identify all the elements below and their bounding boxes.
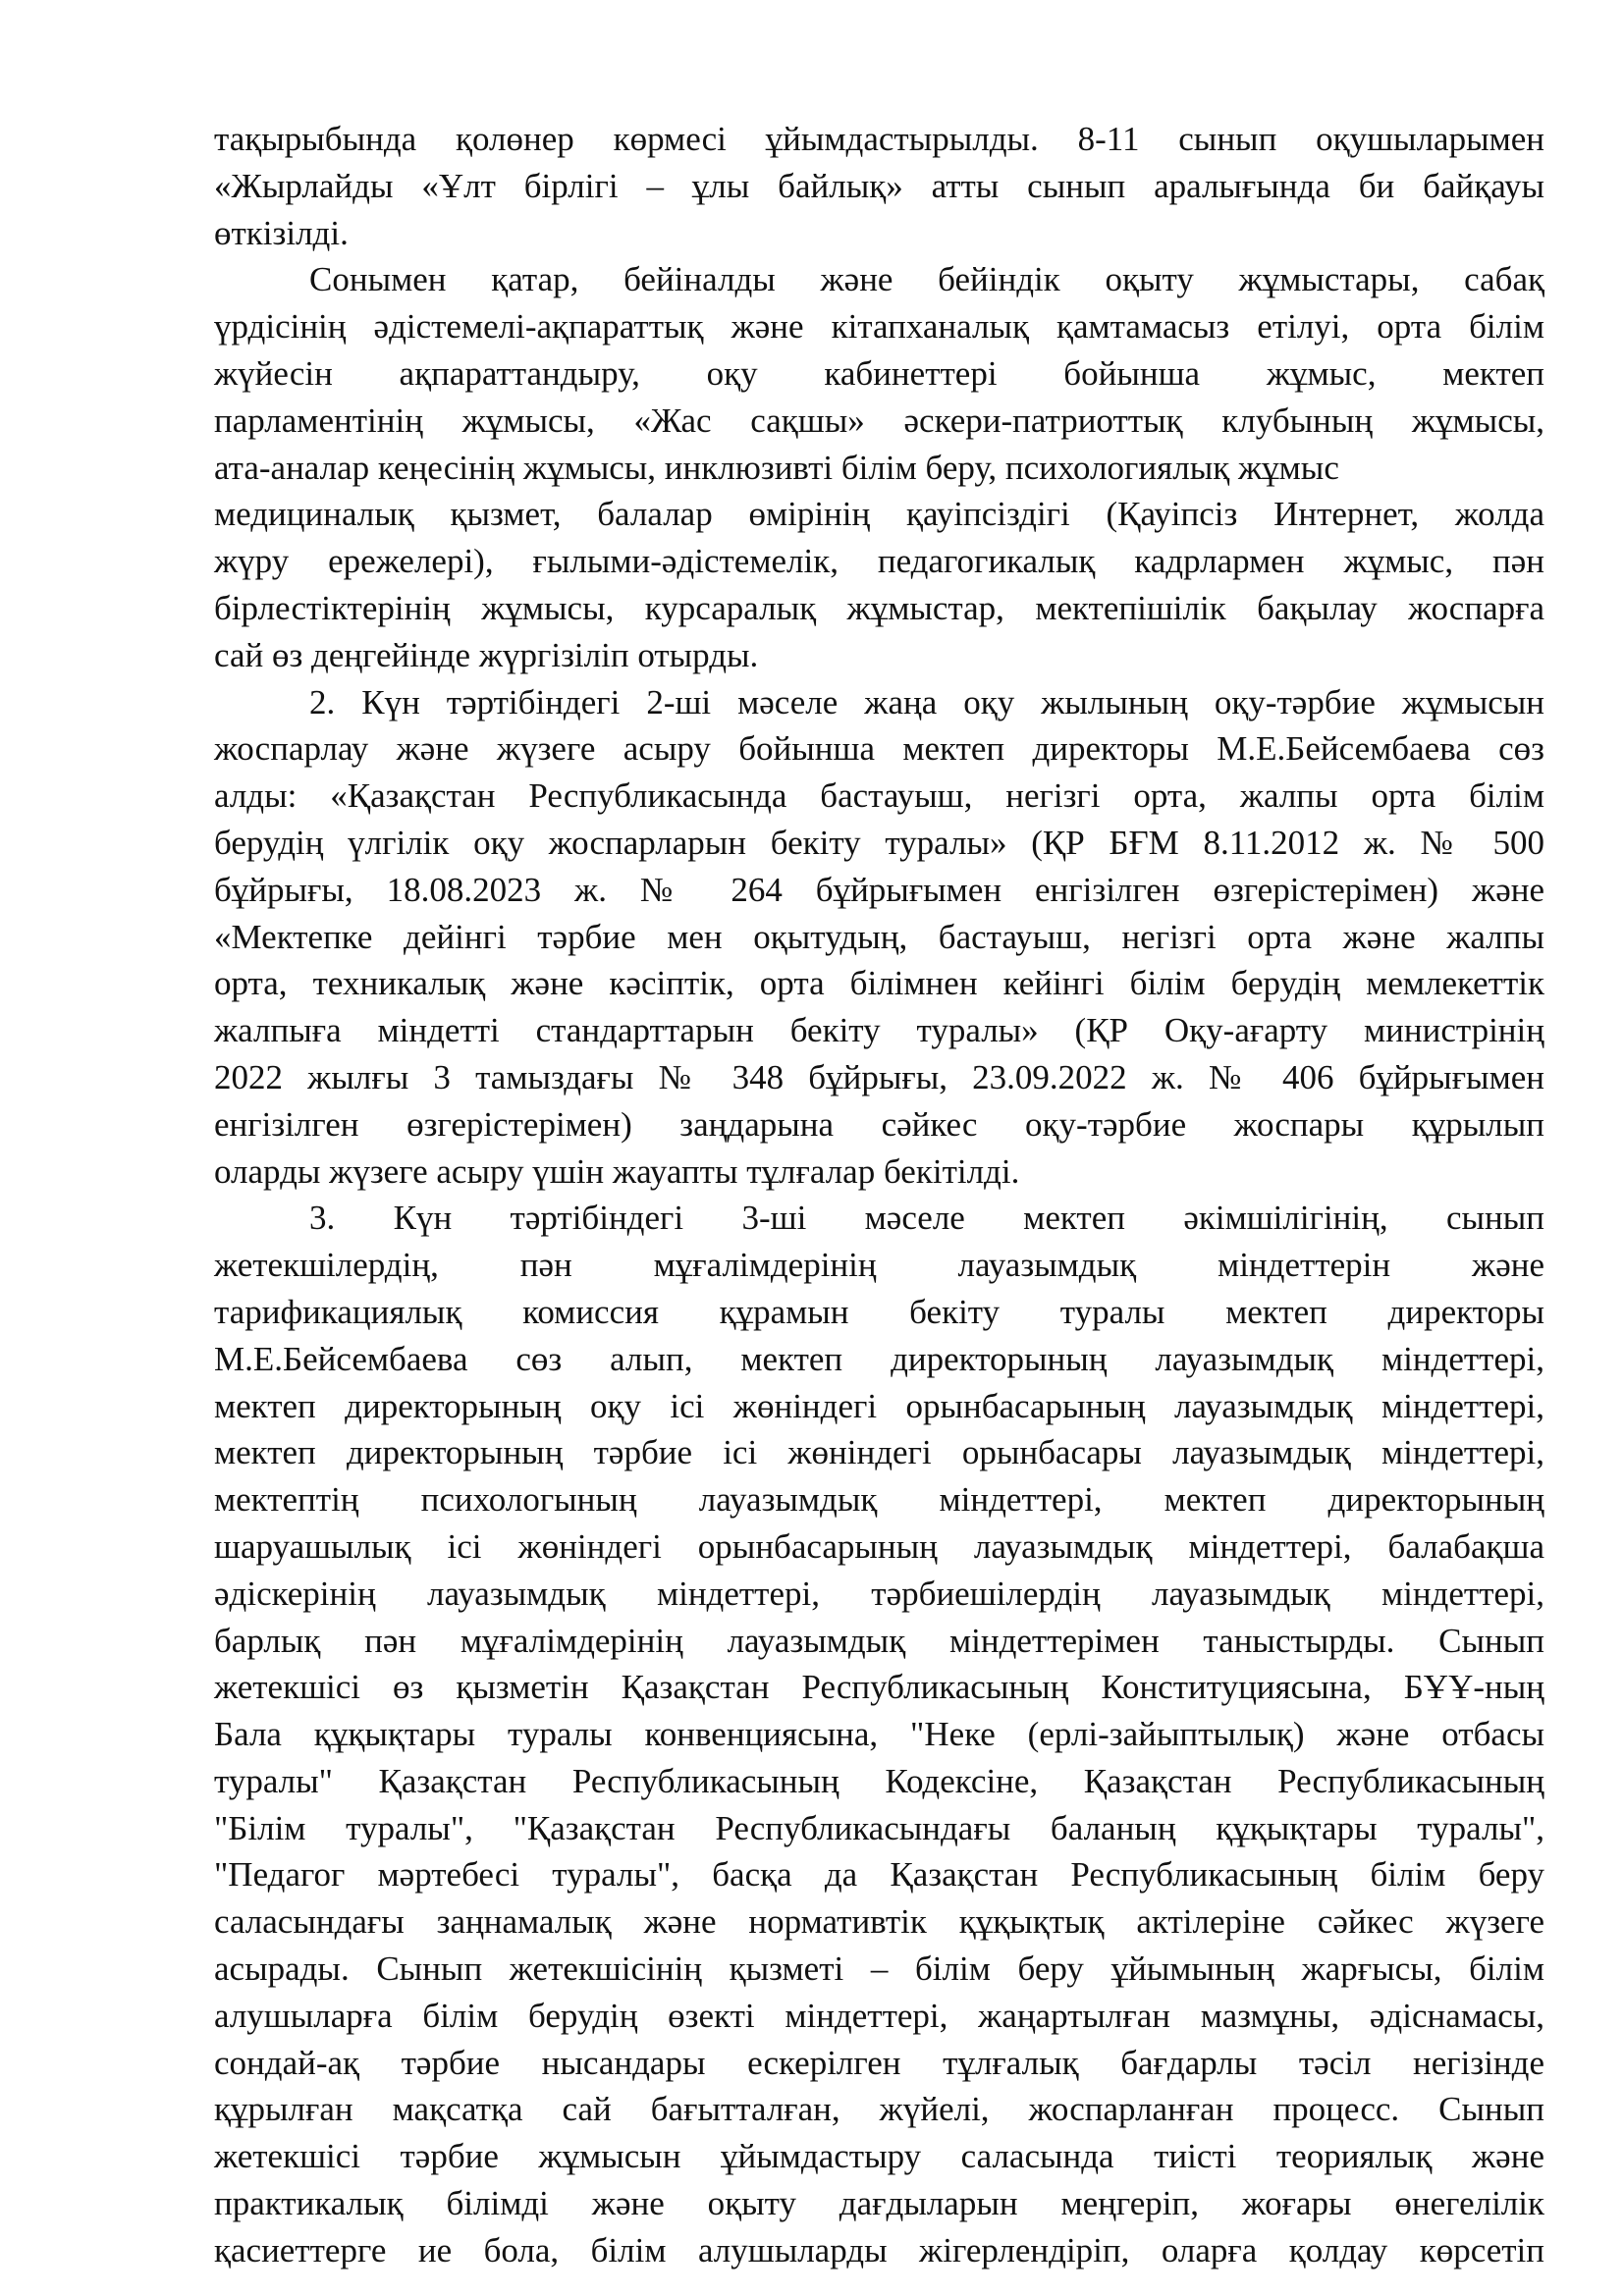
- paragraph-2: [214, 256, 1544, 678]
- text-line: «Мектепке дейінгі тәрбие мен оқытудың, бастауыш, негізгі орта және жалпы: [214, 917, 1544, 956]
- text-line: "Педагог мәртебесі туралы", басқа да Қазақстан Республикасының білім беру: [214, 1855, 1544, 1895]
- text-line: барлық пән мұғалімдерінің лауазымдық міндеттерімен таныстырды. Сынып: [214, 1621, 1544, 1660]
- text-line: мектептің психологының лауазымдық міндеттері, мектеп директорының: [214, 1480, 1544, 1520]
- text-line: ата-аналар кеңесінің жұмысы, инклюзивті білім беру, психологиялық жұмыс: [214, 448, 1339, 487]
- document-page: [214, 116, 1544, 2274]
- text-line: жалпыға міндетті стандарттарын бекіту туралы» (ҚР Оқу-ағарту министрінің: [214, 1011, 1544, 1050]
- text-line: туралы" Қазақстан Республикасының Кодексіне, Қазақстан Республикасының: [214, 1761, 1544, 1800]
- text-line: жүйесін ақпараттандыру, оқу кабинеттері бойынша жұмыс, мектеп: [214, 353, 1544, 393]
- text-line: мектеп директорының оқу ісі жөніндегі орынбасарының лауазымдық міндеттері,: [214, 1386, 1544, 1425]
- text-line: тарификациялық комиссия құрамын бекіту туралы мектеп директоры: [214, 1292, 1544, 1331]
- text-line: «Жырлайды «Ұлт бірлігі – ұлы байлық» атты сынып аралығында би байқауы: [214, 166, 1544, 205]
- text-line: жетекшісі тәрбие жұмысын ұйымдастыру саласында тиісті теориялық және: [214, 2137, 1544, 2176]
- text-line: медициналық қызмет, балалар өмірінің қауіпсіздігі (Қауіпсіз Интернет, жолда: [214, 495, 1544, 534]
- text-line: 2022 жылғы 3 тамыздағы № 348 бұйрығы, 23.09.2022 ж. № 406 бұйрығымен: [214, 1057, 1544, 1096]
- text-line: құрылған мақсатқа сай бағытталған, жүйелі, жоспарланған процесс. Сынып: [214, 2090, 1544, 2129]
- text-line: алушыларға білім берудің өзекті міндеттері, жаңартылған мазмұны, әдіснамасы,: [214, 1996, 1544, 2035]
- text-line: жетекшісі өз қызметін Қазақстан Республикасының Конституциясына, БҰҰ-ның: [214, 1668, 1544, 1707]
- text-line: бұйрығы, 18.08.2023 ж. № 264 бұйрығымен енгізілген өзгерістерімен) және: [214, 870, 1544, 909]
- text-line: енгізілген өзгерістерімен) заңдарына сәйкес оқу-тәрбие жоспары құрылып: [214, 1104, 1544, 1144]
- text-line: парламентінің жұмысы, «Жас сақшы» әскери-патриоттық клубының жұмысы,: [214, 400, 1544, 440]
- text-line: өткізілді.: [214, 213, 349, 252]
- text-line: 2. Күн тәртібіндегі 2-ші мәселе жаңа оқу жылының оқу-тәрбие жұмысын: [309, 682, 1544, 721]
- text-line: М.Е.Бейсембаева сөз алып, мектеп директорының лауазымдық міндеттері,: [214, 1339, 1544, 1378]
- text-line: алды: «Қазақстан Республикасында бастауыш, негізгі орта, жалпы орта білім: [214, 776, 1544, 816]
- paragraph-3-agenda-item-2: [214, 679, 1544, 1196]
- text-line: шаруашылық ісі жөніндегі орынбасарының лауазымдық міндеттері, балабақша: [214, 1526, 1544, 1566]
- text-line: орта, техникалық және кәсіптік, орта білімнен кейінгі білім берудің мемлекеттік: [214, 964, 1544, 1003]
- text-line: тақырыбында қолөнер көрмесі ұйымдастырылды. 8-11 сынып оқушыларымен: [214, 120, 1544, 158]
- text-line: асырады. Сынып жетекшісінің қызметі – білім беру ұйымының жарғысы, білім: [214, 1949, 1544, 1989]
- text-line: 3. Күн тәртібіндегі 3-ші мәселе мектеп әкімшілігінің, сынып: [309, 1199, 1544, 1238]
- text-line: қасиеттерге ие бола, білім алушыларды жігерлендіріп, оларға қолдау көрсетіп: [214, 2230, 1544, 2269]
- paragraph-4-agenda-item-3: [214, 1195, 1544, 2273]
- text-line: берудің үлгілік оқу жоспарларын бекіту туралы» (ҚР БҒМ 8.11.2012 ж. № 500: [214, 823, 1544, 862]
- text-line: сай өз деңгейінде жүргізіліп отырды.: [214, 635, 759, 674]
- paragraph-1: [214, 116, 1544, 256]
- text-line: "Білім туралы", "Қазақстан Республикасындағы баланың құқықтары туралы",: [214, 1808, 1544, 1847]
- text-line: жетекшілердің, пән мұғалімдерінің лауазымдық міндеттерін және: [214, 1246, 1544, 1285]
- text-line: бірлестіктерінің жұмысы, курсаралық жұмыстар, мектепішілік бақылау жоспарға: [214, 588, 1544, 627]
- text-line: жоспарлау және жүзеге асыру бойынша мектеп директоры М.Е.Бейсембаева сөз: [214, 729, 1544, 769]
- text-line: әдіскерінің лауазымдық міндеттері, тәрбиешілердің лауазымдық міндеттері,: [214, 1574, 1544, 1613]
- text-line: саласындағы заңнамалық және нормативтік құқықтық актілеріне сәйкес жүзеге: [214, 1902, 1544, 1942]
- text-line: практикалық білімді және оқыту дағдыларын меңгеріп, жоғары өнегелілік: [214, 2184, 1544, 2223]
- text-line: үрдісінің әдістемелі-ақпараттық және кітапханалық қамтамасыз етілуі, орта білім: [214, 307, 1544, 347]
- text-line: сондай-ақ тәрбие нысандары ескерілген тұлғалық бағдарлы тәсіл негізінде: [214, 2043, 1544, 2082]
- text-line: жүру ережелері), ғылыми-әдістемелік, педагогикалық кадрлармен жұмыс, пән: [214, 542, 1544, 581]
- text-line: Бала құқықтары туралы конвенциясына, "Неке (ерлі-зайыптылық) және отбасы: [214, 1715, 1544, 1754]
- text-line: Сонымен қатар, бейіналды және бейіндік оқыту жұмыстары, сабақ: [309, 260, 1544, 299]
- text-line: мектеп директорының тәрбие ісі жөніндегі орынбасары лауазымдық міндеттері,: [214, 1433, 1544, 1472]
- text-line: оларды жүзеге асыру үшін жауапты тұлғалар бекітілді.: [214, 1151, 1020, 1191]
